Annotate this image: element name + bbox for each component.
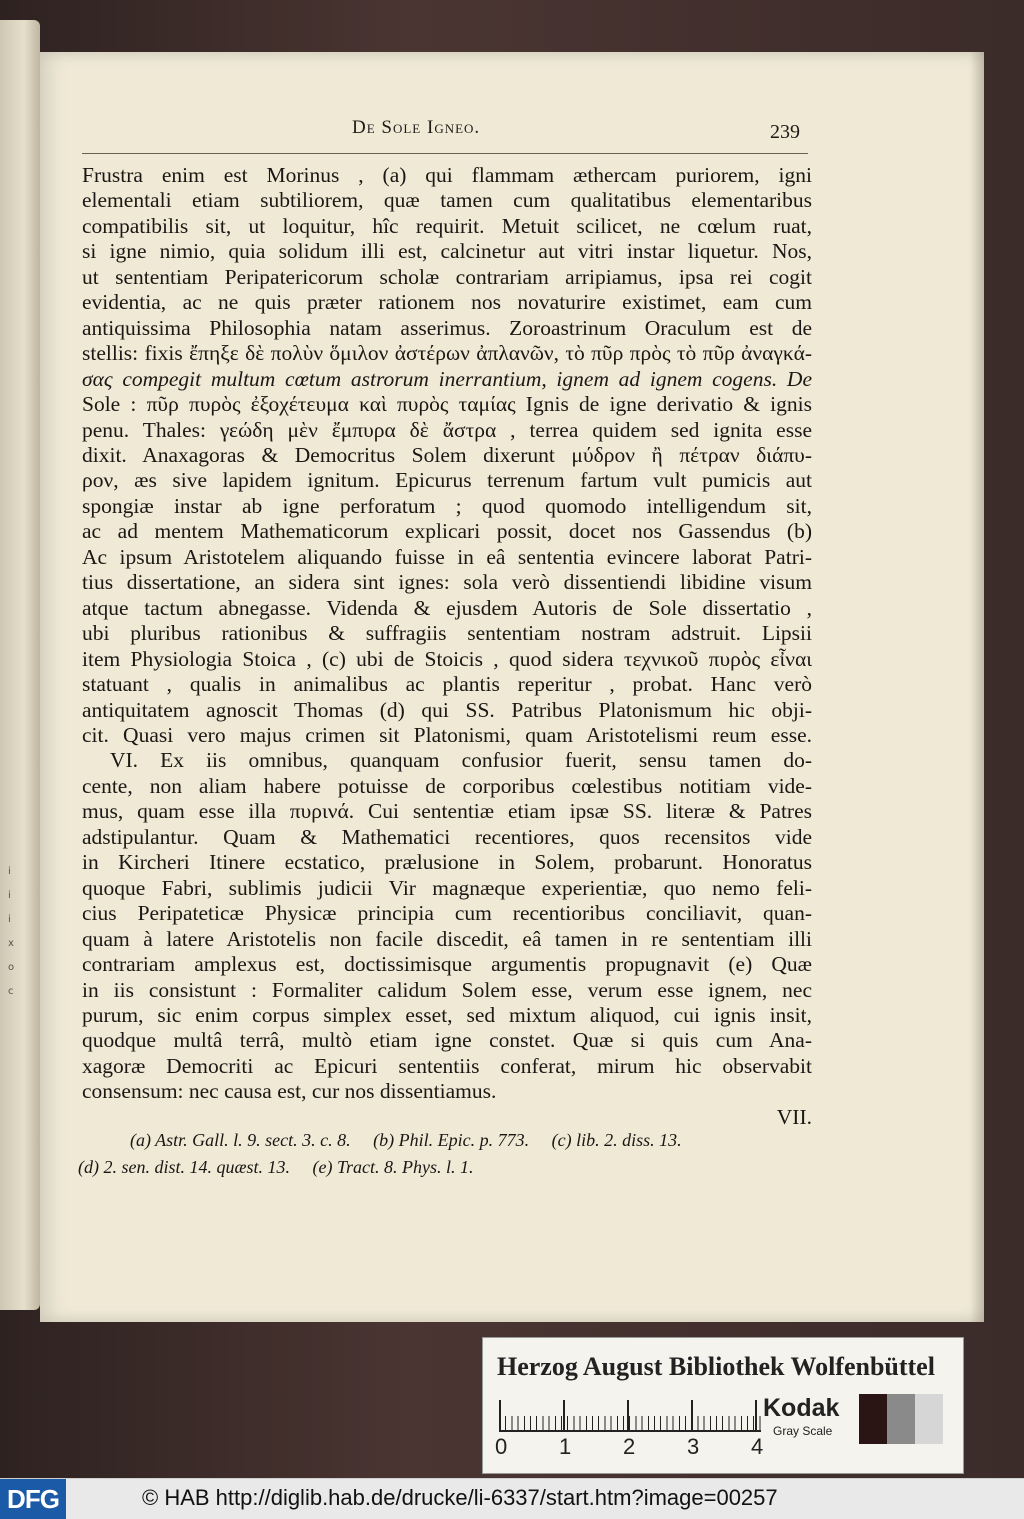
footnote-line bbox=[78, 1127, 812, 1154]
gray-swatch-light bbox=[915, 1394, 943, 1444]
text-line: Sole : πῦρ πυρὸς ἐξοχέτευμα καὶ πυρὸς ταμίας Ignis de igne derivatio & ignis bbox=[82, 392, 812, 417]
text-line: statuant , qualis in animalibus ac plantis reperitur , probat. Hanc verò bbox=[82, 672, 812, 697]
gray-swatch-mid bbox=[887, 1394, 915, 1444]
footer-bar bbox=[0, 1478, 1024, 1519]
footnotes bbox=[78, 1127, 812, 1181]
ruler-major-tick bbox=[755, 1400, 757, 1430]
text-line: cius Peripateticæ Physicæ principia cum recentioribus conciliavit, quan- bbox=[82, 901, 812, 926]
text-line: dixit. Anaxagoras & Democritus Solem dixerunt μύδρον ἢ πέτραν διάπυ- bbox=[82, 442, 812, 467]
text-line: Frustra enim est Morinus , (a) qui flammam æthercam puriorem, igni bbox=[82, 163, 812, 187]
margin-mark: x bbox=[8, 938, 14, 949]
footnote: (e) Tract. 8. Phys. l. 1. bbox=[312, 1157, 474, 1177]
footnote: (d) 2. sen. dist. 14. quæst. 13. bbox=[78, 1157, 291, 1177]
margin-mark: i bbox=[8, 866, 11, 877]
ruler-major-tick bbox=[563, 1400, 565, 1430]
text-line: si igne nimio, quia solidum illi est, calcinetur aut vitri instar liquetur. Nos, bbox=[82, 239, 812, 264]
text-line: contrariam amplexus est, doctissimisque argumentis propugnavit (e) Quæ bbox=[82, 952, 812, 977]
text-line: purum, sic enim corpus simplex esset, sed mixtum aliquod, cui ignis insit, bbox=[82, 1002, 812, 1027]
ruler-label: 3 bbox=[687, 1434, 700, 1459]
ruler-label: 4 bbox=[751, 1434, 764, 1459]
gray-scale-label: Gray Scale bbox=[773, 1424, 833, 1438]
catchword: VII. bbox=[776, 1104, 812, 1129]
running-head: De Sole Igneo. bbox=[352, 117, 481, 138]
footnote: (c) lib. 2. diss. 13. bbox=[551, 1130, 682, 1150]
text-line: consensum: nec causa est, cur nos dissentiamus. bbox=[82, 1079, 497, 1104]
ruler-label: 0 bbox=[495, 1434, 508, 1459]
footnote: (a) Astr. Gall. l. 9. sect. 3. c. 8. bbox=[130, 1130, 351, 1150]
text-line: ubi pluribus rationibus & suffragiis sententiam nostram adstruit. Lipsii bbox=[82, 621, 812, 646]
text-line: quodque multâ terrâ, multò etiam igne constet. Quæ si quis cum Ana- bbox=[82, 1028, 812, 1053]
text-line: cit. Quasi vero majus crimen sit Platonismi, quam Aristotelismi reum esse. bbox=[82, 722, 812, 747]
text-line: item Physiologia Stoica , (c) ubi de Stoicis , quod sidera τεχνικοῦ πυρὸς εἶναι bbox=[82, 646, 812, 671]
text-line: mus, quam esse illa πυρινά. Cui sententiæ etiam ipsæ SS. literæ & Patres bbox=[82, 799, 812, 824]
text-line: antiquitatem agnoscit Thomas (d) qui SS. Patribus Platonismum hic obji- bbox=[82, 697, 812, 722]
text-line: in Kircheri Itinere ecstatico, prælusione in Solem, probarunt. Honoratus bbox=[82, 850, 812, 875]
text-line: antiquissima Philosophia natam asserimus. Zoroastrinum Oraculum est de bbox=[82, 315, 812, 340]
page-number: 239 bbox=[770, 121, 800, 143]
facing-page-edge bbox=[0, 20, 40, 1310]
ruler-label: 2 bbox=[623, 1434, 636, 1459]
ruler bbox=[499, 1396, 761, 1432]
margin-mark: i bbox=[8, 914, 11, 925]
library-name: Herzog August Bibliothek Wolfenbüttel bbox=[497, 1352, 935, 1381]
ruler-labels bbox=[493, 1434, 783, 1464]
text-line: elementali etiam subtiliorem, quæ tamen cum qualitatibus elementaribus bbox=[82, 188, 812, 213]
text-line: in iis consistunt : Formaliter calidum Solem esse, verum esse ignem, nec bbox=[82, 977, 812, 1002]
body-text bbox=[82, 163, 812, 1130]
footnote-line bbox=[78, 1154, 812, 1181]
footnote: (b) Phil. Epic. p. 773. bbox=[373, 1130, 530, 1150]
text-line: xagoræ Democriti ac Epicuri sententiis conferat, mirum hic observabit bbox=[82, 1053, 812, 1078]
text-line: cente, non aliam habere potuisse de corporibus cœlestibus notitiam vide- bbox=[82, 773, 812, 798]
ruler-major-tick bbox=[627, 1400, 629, 1430]
text-line: Ac ipsum Aristotelem aliquando fuisse in eâ sententia evincere laborat Patri- bbox=[82, 544, 812, 569]
text-line: ac ad mentem Mathematicorum explicari possit, docet nos Gassendus (b) bbox=[82, 519, 812, 544]
text-line: ut sententiam Peripatericorum scholæ contrariam arripiamus, ipsa rei cogit bbox=[82, 264, 812, 289]
header-rule bbox=[82, 153, 808, 154]
text-line: compatibilis sit, ut loquitur, hîc requirit. Metuit scilicet, ne cœlum ruat, bbox=[82, 213, 812, 238]
kodak-logo: Kodak bbox=[763, 1394, 840, 1422]
text-line: VI. Ex iis omnibus, quanquam confusior fuerit, sensu tamen do- bbox=[110, 748, 812, 773]
text-line: tius dissertatione, an sidera sint ignes: sola verò dissentiendi libidine visum bbox=[82, 570, 812, 595]
margin-mark: c bbox=[8, 986, 14, 997]
text-line: atque tactum abnegasse. Videnda & ejusdem Autoris de Sole dissertatio , bbox=[82, 595, 812, 620]
text-line: spongiæ instar ab igne perforatum ; quod quomodo intelligendum sit, bbox=[82, 493, 812, 518]
text-line: quoque Fabri, sublimis judicii Vir magnæque experientiæ, quo nemo feli- bbox=[82, 875, 812, 900]
ruler-major-tick bbox=[691, 1400, 693, 1430]
dfg-logo[interactable]: DFG bbox=[0, 1479, 66, 1519]
ruler-label: 1 bbox=[559, 1434, 572, 1459]
margin-mark: o bbox=[8, 962, 15, 973]
text-line: penu. Thales: γεώδη μὲν ἔμπυρα δὲ ἄστρα , terrea quidem sed ignita esse bbox=[82, 417, 812, 442]
copyright-link[interactable]: © HAB http://diglib.hab.de/drucke/li-6337/start.htm?image=00257 bbox=[142, 1485, 778, 1510]
text-line: adstipulantur. Quam & Mathematici recentiores, quos recensitos vide bbox=[82, 824, 812, 849]
text-line: evidentia, ac ne quis præter rationem nos novaturire existimet, eam cum bbox=[82, 290, 812, 315]
gray-swatch-dark bbox=[859, 1394, 887, 1444]
facing-page-marks bbox=[8, 860, 28, 1004]
text-line: ρον, æs sive lapidem ignitum. Epicurus terrenum fartum vult pumicis aut bbox=[82, 468, 812, 493]
color-scale-card bbox=[482, 1337, 964, 1474]
text-line: quam à latere Aristotelis non facile discedit, eâ tamen in re sententiam illi bbox=[82, 926, 812, 951]
margin-mark: i bbox=[8, 890, 11, 901]
ruler-major-tick bbox=[499, 1400, 501, 1430]
text-line: σας compegit multum cœtum astrorum inerrantium, ignem ad ignem cogens. De bbox=[82, 366, 812, 391]
text-line: stellis: fixis ἔπηξε δὲ πολὺν ὅμιλον ἀστέρων ἀπλανῶν, τὸ πῦρ πρὸς τὸ πῦρ ἀναγκά- bbox=[82, 341, 812, 366]
